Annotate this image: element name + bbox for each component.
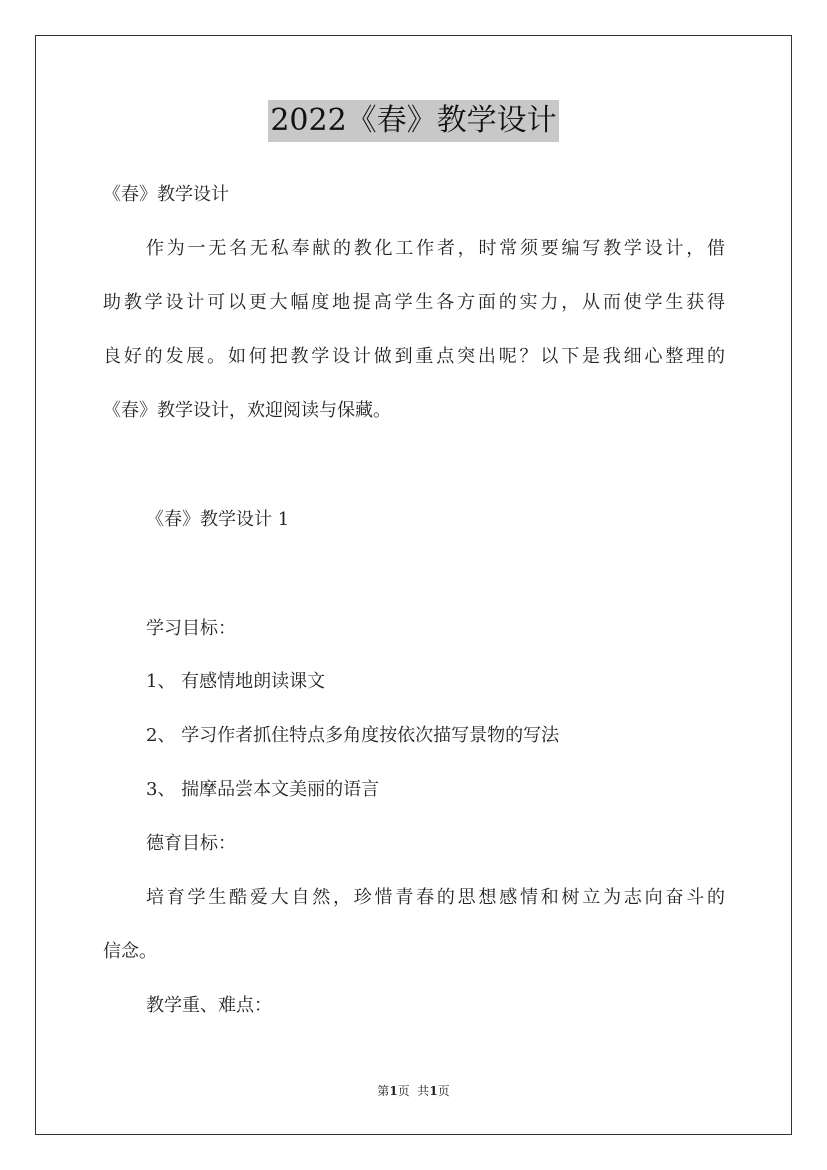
moral-goals-line-1[interactable]: 培育学生酷爱大自然，珍惜青春的思想感情和树立为志向奋斗的 bbox=[146, 887, 725, 908]
key-points-heading[interactable]: 教学重、难点： bbox=[146, 995, 272, 1016]
section-heading[interactable]: 《春》教学设计 1 bbox=[146, 509, 290, 530]
document-title[interactable]: 2022《春》教学设计 bbox=[268, 100, 558, 142]
title-container bbox=[0, 100, 827, 142]
learning-goal-item-1[interactable]: 1、 有感情地朗读课文 bbox=[146, 671, 326, 692]
learning-goal-item-3[interactable]: 3、 揣摩品尝本文美丽的语言 bbox=[146, 779, 380, 800]
learning-goals-heading[interactable]: 学习目标： bbox=[146, 618, 236, 639]
footer-page-suffix: 页 bbox=[437, 1084, 450, 1098]
moral-goals-heading[interactable]: 德育目标： bbox=[146, 833, 236, 854]
document-subtitle[interactable]: 《春》教学设计 bbox=[103, 184, 229, 205]
intro-paragraph-line-4[interactable]: 《春》教学设计，欢迎阅读与保藏。 bbox=[103, 400, 391, 421]
learning-goal-item-2[interactable]: 2、 学习作者抓住特点多角度按依次描写景物的写法 bbox=[146, 725, 560, 746]
moral-goals-line-2[interactable]: 信念。 bbox=[103, 941, 157, 962]
footer-total-pages: 1 bbox=[429, 1084, 438, 1098]
page-footer bbox=[0, 1083, 827, 1099]
intro-paragraph-line-2[interactable]: 助教学设计可以更大幅度地提高学生各方面的实力，从而使学生获得 bbox=[103, 292, 725, 313]
intro-paragraph-line-3[interactable]: 良好的发展。如何把教学设计做到重点突出呢？以下是我细心整理的 bbox=[103, 346, 725, 367]
intro-paragraph-line-1[interactable]: 作为一无名无私奉献的教化工作者，时常须要编写教学设计，借 bbox=[146, 238, 725, 259]
footer-page-prefix: 第 bbox=[377, 1084, 390, 1098]
footer-page-number: 1 bbox=[389, 1084, 398, 1098]
footer-page-mid: 页 共 bbox=[397, 1084, 430, 1098]
